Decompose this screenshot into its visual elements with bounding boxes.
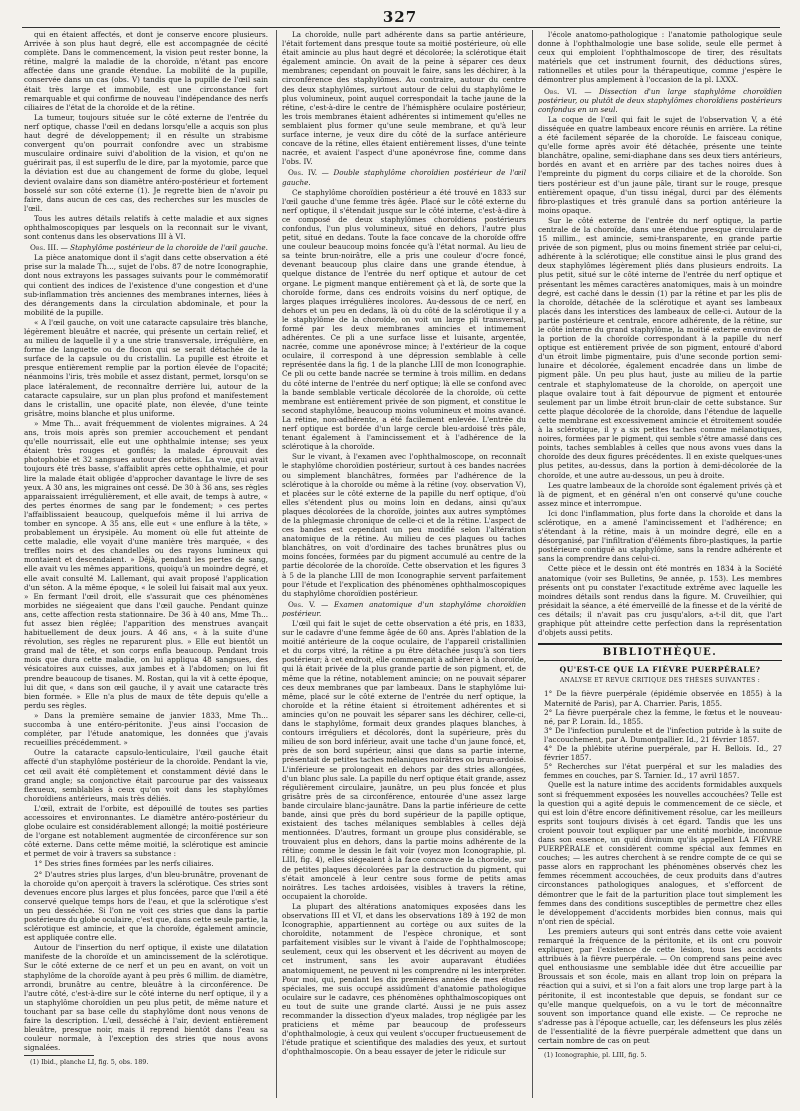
section-heading-bibliotheque: BIBLIOTHÈQUE. [538, 643, 782, 661]
paragraph: Sur le vivant, à l'examen avec l'ophthalmoscope, on reconnaît le staphylôme choroïdien postérieur, surtout à ces bandes nacrées ou simplement blanchâtres, formées par l'adhérence de la sclérotique à la choroïde ou même à la rétine (voy. observation V), et placées sur le côté externe de la papille du nerf optique, d'où elles s'étendent plus ou moins loin en dedans, ainsi qu'aux plaques décolorées de la choroïde, jointes aux autres symptômes de la phlegmasie chronique de celle-ci et de la rétine. L'aspect de ces bandes est cependant un peu modifié selon l'altération anatomique de la rétine. Au milieu de ces plaques ou taches blanchâtres, on voit d'ordinaire des taches brunâtres plus ou moins foncées, formées par du pigment accumulé au centre de la partie décolorée de la choroïde. Cette observation et les figures 3 à 5 de la planche LIII de mon Iconographie servent parfaitement pour l'étude et l'explication des phénomènes ophthalmoscopiques du staphylôme choroïdien postérieur. [282, 452, 526, 598]
paragraph: La pièce anatomique dont il s'agit dans cette observation a été prise sur la malade Th..., sujet de l'obs. 87 de notre Iconographie, dont nous extrayons les passages suivants pour le commémoratif qui contient des indices de l'existence d'une congestion et d'une sub-inflammation très anciennes des membranes internes, liées à des dérangements dans la circulation abdominale, et pour la mobilité de la pupille. [24, 253, 268, 317]
paragraph: « A l'œil gauche, on voit une cataracte capsulaire très blanche, légèrement bleuâtre et nacrée, qui présente un certain relief, et au milieu de laquelle il y a une strie transversale, irrégulière, en forme de languette ou de flocon qui se serait détachée de la surface de la capsule ou du cristallin. La pupille est étroite et presque entièrement remplie par la portion élevée de l'opacité; néanmoins l'iris, très mobile et assez distant, permet, lorsqu'on se place latéralement, de reconnaître derrière lui, autour de la cataracte capsulaire, sur un plan plus profond et manifestement dans le cristallin, une opacité plate, non élevée, d'une teinte grisâtre, moins blanche et plus uniforme. [24, 317, 268, 418]
bibliography-entry: 1° De la fièvre puerpérale (épidémie observée en 1855) à la Maternité de Paris), par A. Charrier. Paris, 1855. [544, 689, 782, 708]
paragraph: 2° D'autres stries plus larges, d'un bleu-brunâtre, provenant de la choroïde qu'on aperçoit à travers la sclérotique. Ces stries sont devenues encore plus larges et plus foncées, parce que l'œil a été conservé quelque temps hors de l'eau, et que la sclérotique s'est un peu desséchée. Si l'on ne voit ces stries que dans la partie postérieure du globe oculaire, c'est que, dans cette seule partie, la sclérotique est amincie, et que la choroïde, également amincie, est appliquée contre elle. [24, 869, 268, 943]
observation-label: Obs. V. [288, 599, 316, 609]
footnote: (1) Ibid., planche LI, fig. 5, obs. 189. [30, 1058, 149, 1067]
observation-heading: Obs. V. — Examen anatomique d'un staphylôme choroïdien postérieur. [282, 599, 526, 618]
paragraph: » Mme Th... avait fréquemment de violentes migraines. A 24 ans, trois mois après son premier accouchement et pendant qu'elle nourrissait, elle eut une ophthalmie intense; ses yeux étaient très rouges et gonflés; la malade éprouvait des photophobie et 32 sangsues autour des orbites. La vue, qui avait toujours été très basse, s'affaiblit après cette ophthalmie, et pour lire la malade était obligée d'approcher davantage le livre de ses yeux. A 30 ans, les migraines ont cessé. De 30 à 36 ans, ses règles apparaissaient irrégulièrement, et elle avait, de temps à autre, « des pertes énormes de sang par le fondement; » ces pertes l'affaiblissaient beaucoup, quelquefois même il lui arriva de tomber en syncope. A 35 ans, elle eut « une enflure à la tête, » probablement un érysipèle. Au moment où elle fut atteinte de cette maladie, elle voyait d'une manière très marquée, « des treffles noirs et des chandelles ou des rayons lumineux qui montaient et descendaient. » Déjà, pendant les pertes de sang, elle avait vu les mêmes apparitions, quoiqu'à un moindre degré, et elle avait consulté M. Lallemant, qui avait proposé l'application d'un séton. A la même époque, « le soleil lui faisait mal aux yeux. » En fermant l'œil droit, elle s'assurait que ces phénomènes morbides ne siégeaient que dans l'œil gauche. Pendant quinze ans, cette affection resta stationnaire. De 36 à 40 ans, Mme Th... fut assez bien réglée; l'apparition des menstrues avançait habituellement de deux jours. A 46 ans, « à la suite d'une révolution, ses règles ne reparurent plus. » Elle eut bientôt un grand mal de tête, et son corps enfla beaucoup. Pendant trois mois que dura cette maladie, on lui appliqua 48 sangsues, des vésicatoires aux cuisses, aux jambes et à l'abdomen; on lui fit prendre beaucoup de tisanes. M. Rostan, qui la vit à cette époque, lui dit que, « dans son œil gauche, il y avait une cataracte très bien formée. » Elle n'a plus de maux de tête depuis qu'elle a perdu ses règles. [24, 418, 268, 710]
page-number: 327 [382, 8, 418, 26]
paragraph: Ce staphylôme choroïdien postérieur a été trouvé en 1833 sur l'œil gauche d'une femme très âgée. Placé sur le côté externe du nerf optique, il s'étendait jusque sur le côté interne, c'est-à-dire à ce composé de deux staphylômes choroïdiens postérieurs confondus, l'un plus volumineux, situé en dehors, l'autre plus petit, situé en dedans. Toute la face concave de la choroïde offre une couleur beaucoup moins foncée qu'à l'état normal. Au lieu de sa teinte brun-noirâtre, elle a pris une couleur d'ocre foncé, devenant beaucoup plus claire dans une grande étendue, à quelque distance de l'entrée du nerf optique et autour de cet organe. Le pigment manque entièrement çà et là, de sorte que la choroïde forme, dans ces endroits voisins du nerf optique, de larges plaques irrégulières incolores. Au-dessous de ce nerf, en dehors et un peu en dedans, là où du côté de la sclérotique il y a le staphylôme de la choroïde, on voit un large pli transversal, formé par les deux membranes amincies et intimement adhérentes. Ce pli a une surface lisse et luisante, argentée, nacrée, comme une aponévrose mince; à l'extérieur de la coque oculaire, il correspond à une dépression semblable à celle représentée dans la fig. 1 de la planche LIII de mon Iconographie. Ce pli ou cette bande nacrée se termine à trois millim. en dedans du côté interne de l'entrée du nerf optique; là elle se confond avec la bande semblable verticale décolorée de la choroïde, où cette membrane est entièrement privée de son pigment, et constitue le second staphylôme, beaucoup moins volumineux et moins avancé. La rétine, non-adhérente, a été facilement enlevée. L'entrée du nerf optique est bordée d'un large cercle bleu-ardoisé très pâle, tenant également à l'amincissement et à l'adhérence de la sclérotique à la choroïde. [282, 187, 526, 452]
column-right [538, 30, 782, 1096]
observation-label: Obs. VI. [544, 86, 578, 96]
footnote-rule [24, 1055, 94, 1056]
bibliography-entry: 4° De la phlébite utérine puerpérale, par H. Bellois. Id., 27 février 1857. [544, 744, 782, 763]
paragraph: Ici donc l'inflammation, plus forte dans la choroïde et dans la sclérotique, en a amené l'amincissement et l'adhérence; en s'étendant à la rétine, mais à un moindre degré, elle en a désorganisé, par l'infiltration d'éléments fibro-plastiques, la partie postérieure contiguë au staphylôme, sans la rendre adhérente et sans la comprendre dans celui-ci. [538, 508, 782, 564]
column-divider [276, 30, 277, 1098]
paragraph: » Dans la première semaine de janvier 1833, Mme Th... succomba à une entéro-péritonite. J'eus ainsi l'occasion de compléter, par l'étude anatomique, les données que j'avais recueillies précédemment. » [24, 710, 268, 748]
observation-label: Obs. IV. [288, 168, 317, 178]
paragraph: qui en étaient affectés, et dont je conserve encore plusieurs. Arrivée à son plus haut degré, elle est accompagnée de cécité complète. Dans le commencement, la vision peut rester bonne, la rétine, malgré la maladie de la choroïde, n'étant pas encore affectée dans une grande étendue. La mobilité de la pupille, conservée dans un cas (obs. V) tandis que la pupille de l'œil sain était très large et immobile, est une circonstance fort remarquable et qui confirme de nouveau l'indépendance des nerfs ciliaires de l'état de la choroïde et de la rétine. [24, 30, 268, 112]
column-middle [282, 30, 526, 1096]
paragraph: L'œil qui fait le sujet de cette observation a été pris, en 1833, sur le cadavre d'une femme âgée de 60 ans. Après l'ablation de la moitié antérieure de la coque oculaire, de l'appareil cristallinien et du corps vitré, la rétine a pu être détachée jusqu'à son tiers postérieur; à cet endroit, elle commençait à adhérer à la choroïde, qui là était privée de la plus grande partie de son pigment, et, de même que la rétine, notablement amincie; on ne pouvait séparer ces deux membranes que par lambeaux. Dans le staphylôme lui-même, placé sur le côté externe de l'entrée du nerf optique, la choroïde et la rétine étaient si étroitement adhérentes et si amincies qu'on ne pouvait les séparer sans les déchirer, celle-ci, dans le staphylôme, formait deux grandes plaques blanches, à contours irréguliers et décolorés, dont la supérieure, près du milieu de son bord inférieur, avait une tache d'un jaune foncé, et, près de son bord supérieur, ainsi que dans sa partie interne, présentait de petites taches mélaniques noirâtres ou brun-ardoisé. L'inférieure se prolongeait en dehors par des stries allongées, d'un blanc plus sale. La papille du nerf optique était grande, assez régulièrement circulaire, jaunâtre, un peu plus foncée et plus grisâtre près de sa circonférence, entourée d'une assez large bande circulaire blanc-jaunâtre. Dans la partie inférieure de cette bande, ainsi que près du bord supérieur de la papille optique, existaient des taches mélaniques semblables à celles déjà mentionnées. D'autres, formant un groupe plus considérable, se trouvaient plus en dehors, dans la partie moins adhérente de la rétine; comme le dessin le fait voir (voyez mon Iconographie, pl. LIII, fig. 4), elles siégeaient à la face concave de la choroïde, sur de petites plaques décolorées par la destruction du pigment, qui s'était amoncelé à leur centre sous forme de petits amas noirâtres. Les taches ardoisées, visibles à travers la rétine, occupaient la choroïde. [282, 619, 526, 901]
paragraph: La choroïde, nulle part adhérente dans sa partie antérieure, l'était fortement dans presque toute sa moitié postérieure, où elle était amincie au plus haut degré et décolorée; la sclérotique était également amincie. On avait de la peine à séparer ces deux membranes; cependant on pouvait le faire, sans les déchirer, à la circonférence des staphylômes. Au contraire, autour du centre des deux staphylômes, surtout autour de celui du staphylôme le plus volumineux, point auquel correspondait la tache jaune de la rétine, c'est-à-dire le centre de l'hémisphère oculaire postérieur, les trois membranes étaient adhérentes si intimement qu'elles ne semblaient plus former qu'une seule membrane, et qu'à leur surface interne, je veux dire du côté de la surface antérieure concave de la rétine, elles étaient entièrement lisses, d'une teinte nacrée, et avaient l'aspect d'une aponévrose fine, comme dans l'obs. IV. [282, 30, 526, 167]
paragraph: L'œil, extrait de l'orbite, est dépouillé de toutes ses parties accessoires et environnantes. Le diamètre antéro-postérieur du globe oculaire est considérablement allongé; la moitié postérieure de l'organe est notablement augmentée de circonférence sur son côté externe. Dans cette même moitié, la sclérotique est amincie et permet de voir à travers sa substance : [24, 803, 268, 859]
observation-heading: Obs. III. — Staphylôme postérieur de la choroïde de l'œil gauche. [30, 243, 268, 253]
paragraph: Tous les autres détails relatifs à cette maladie et aux signes ophthalmoscopiques par lesquels on la reconnait sur le vivant, sont contenus dans les observations III à VI. [24, 213, 268, 242]
observation-heading: Obs. VI. — Dissection d'un large staphylôme choroïdien postérieur, ou plutôt de deux staphylômes choroïdiens postérieurs confondus en un seul. [538, 86, 782, 114]
paragraph: La coque de l'œil qui fait le sujet de l'observation V, a été disséquée en quatre lambeaux encore réunis en arrière. La rétine a été facilement séparée de la choroïde. Le faisceau conique, qu'elle forme après avoir été détachée, présente une teinte blanchâtre, opaline, semi-diaphane dans ses deux tiers antérieurs, bordés en avant et en arrière par des taches noires dues à l'empreinte du pigment du corps ciliaire et de la choroïde. Son tiers postérieur est d'un jaune pâle, tirant sur le rouge, presque entièrement opaque, d'un tissu inégal, durci par des éléments fibro-plastiques et très granulé dans sa portion antérieure la moins opaque. [538, 114, 782, 215]
observation-title: Double staphylôme choroïdien postérieur de l'œil gauche. [282, 168, 526, 187]
paragraph: Outre la cataracte capsulo-lenticulaire, l'œil gauche était affecté d'un staphylôme postérieur de la choroïde. Pendant la vie, cet œil avait été complètement et constamment dévié dans le grand angle; sa conjonctive était parcourue par des vaisseaux flexueux, semblables à ceux qu'on voit dans les staphylômes choroïdiens antérieurs, mais très déliés. [24, 748, 268, 803]
paragraph: Quelle est la nature intime des accidents formidables auxquels sont si fréquemment exposées les nouvelles accouchées? Telle est la question qui a agité depuis le commencement de ce siècle, et qui est loin d'être encore définitivement résolue, car les meilleurs esprits sont toujours divisés à cet égard. Tandis que les uns croient pouvoir tout expliquer par une entité morbide, inconnue dans son essence, un quid divinum qu'ils appellent LA FIÈVRE PUERPÉRALE et considèrent comme spécial aux femmes en couches; — les autres cherchent à se rendre compte de ce qui se passe alors en rapprochant les phénomènes observés chez les femmes récemment accouchées, de ceux produits dans d'autres circonstances pathologiques analogues, et s'efforcent de démontrer que le fait de la parturition place tout simplement les femmes dans des conditions susceptibles de permettre chez elles le développement d'accidents morbides bien connus, mais qui n'ont rien de spécial. [538, 780, 782, 926]
header-rule [22, 27, 780, 28]
paragraph: Sur le côté externe de l'entrée du nerf optique, la partie centrale de la choroïde, dans une étendue presque circulaire de 15 millim., est amincie, semi-transparente, en grande partie privée de son pigment, plus ou moins finement striée par celui-ci, adhérente à la sclérotique; elle constitue ainsi le plus grand des deux staphylômes légèrement pliés dans plusieurs endroits. La plus petit, situé sur le côté interne de l'entrée du nerf optique et présentant les mêmes caractères anatomiques, mais à un moindre degré, est caché dans le dessin (1) par la rétine et par les plis de la choroïde, détachée de la sclérotique et ayant ses lambeaux placés dans les interstices des lambeaux de celle-ci. Autour de la partie postérieure et centrale, encore adhérente, de la rétine, sur le côté interne du grand staphylôme, la moitié externe environ de la portion de la choroïde correspondant à la papille du nerf optique est entièrement privée de son pigment, entouré d'abord d'un étroit limbe pigmentaire, puis d'une seconde portion semi-lunaire et décolorée, également encadrée dans un limbe de pigment pâle. Un peu plus haut, juste au milieu de la partie centrale et staphylomateuse de la choroïde, on aperçoit une plaque ovalaire tout à fait dépourvue de pigment et entourée seulement par un limbe étroit brun-clair de cette substance. Sur cette plaque décolorée de la choroïde, dans l'étendue de laquelle cette membrane est excessivement amincie et étroitement soudée à la sclérotique, il y a six petites taches comme mélanotiques, noires, formées par le pigment, qui semble s'être amassé dans ces points, taches semblables à celles que nous avons vues dans la choroïde des deux figures précédentes. Il en existe quelques-unes plus petites, au-dessus, dans la portion à demi-décolorée de la choroïde, et une autre au-dessous, un peu à droite. [538, 215, 782, 480]
paragraph: La tumeur, toujours située sur le côté externe de l'entrée du nerf optique, chasse l'œil en dedans lorsqu'elle a acquis son plus haut degré de développement; il en résulte un strabisme convergent qu'on pourrait confondre avec un strabisme musculaire ordinaire suivi d'abolition de la vision, et qu'on ne guérirait pas, il est superflu de le dire, par la myotomie, parce que la déviation est due au changement de forme du globe, lequel devient ovalaire dans son diamètre antéro-postérieur et fortement bosselé sur son côté externe (1). Je regrette bien de n'avoir pu faire, dans aucun de ces cas, des recherches sur les muscles de l'œil. [24, 112, 268, 213]
footnote-rule [538, 1048, 608, 1049]
paragraph: La plupart des altérations anatomiques exposées dans les observations III et VI, et dans les observations 189 à 192 de mon Iconographie, appartiennent au cortège ou aux suites de la choroïdite, notamment de l'espèce chronique, et sont parfaitement visibles sur le vivant à l'aide de l'ophthalmoscope; seulement, ceux qui les observent et les décrivent au moyen de cet instrument, sans les avoir auparavant étudiées anatomiquement, ne peuvent ni les comprendre ni les interpréter. Pour moi, qui, pendant les dix premières années de mes études spéciales, me suis occupé assidûment d'anatomie pathologique oculaire sur le cadavre, ces phénomènes ophthalmoscopiques ont eu tout de suite une grande clarté. Aussi je ne puis assez recommander la dissection d'yeux malades, trop négligée par les praticiens et même par beaucoup de professeurs d'ophthalmologie, à ceux qui veulent s'occuper fructueusement de l'étude pratique et scientifique des maladies des yeux, et surtout d'ophthalmoscopie. On a beau essayer de jeter le ridicule sur [282, 901, 526, 1057]
column-divider [532, 30, 533, 1098]
paragraph: l'école anatomo-pathologique : l'anatomie pathologique seule donne à l'ophthalmologie une base solide, seule elle permet à ceux qui emploient l'ophthalmoscope de tirer, des résultats matériels que cet instrument fournit, des déductions sûres, rationnelles et utiles pour la thérapeutique, comme j'espère le démontrer plus amplement à l'occasion de la pl. LXXX. [538, 30, 782, 85]
bibliography-entry: 2° La fièvre puerpérale chez la femme, le fœtus et le nouveau-né, par P. Lorain. Id., 1855. [544, 707, 782, 726]
bibliography-entry: 3° De l'infection purulente et de l'infection putride à la suite de l'accouchement, par A. Dumontpallier. Id., 21 février 1857. [544, 725, 782, 744]
paragraph: Les premiers auteurs qui sont entrés dans cette voie avaient remarqué la fréquence de la péritonite, et ils ont cru pouvoir expliquer, par l'existence de cette lésion, tous les accidents attribués à la fièvre puerpérale. — On comprend sans peine avec quel enthousiasme une semblable idée dut être accueillie par Broussais et son école, mais en allant trop loin on prépara la réaction qui a suivi, et si l'on a fait alors une trop large part à la péritonite, il est incontestable que depuis, se fondant sur ce qu'elle manque quelquefois, on a vu le tort de méconnaître souvent son importance quand elle existe. — Ce reproche ne s'adresse pas à l'époque actuelle, car, les défenseurs les plus zélés de l'essentialité de la fièvre puerpérale admettent que dans un certain nombre de cas on peut [538, 926, 782, 1046]
paragraph: Autour de l'insertion du nerf optique, il existe une dilatation manifeste de la choroïde et un amincissement de la sclérotique. Sur le côté externe de ce nerf et un peu en avant, on voit un staphylôme de la choroïde ayant à peu près 6 millim. de diamètre, arrondi, brunâtre au centre, bleuâtre à la circonférence. De l'autre côté, c'est-à-dire sur le côté interne du nerf optique, il y a un staphylôme choroïdien un peu plus petit, de même nature et touchant par sa base celle du staphylôme dont nous venons de faire la description. L'œil, desséché à l'air, devient entièrement bleuâtre, presque noir, mais il reprend bientôt dans l'eau sa couleur normale, à l'exception des stries que nous avons signalées. [24, 943, 268, 1053]
review-subtitle: ANALYSE ET REVUE CRITIQUE DES THÈSES SUIVANTES : [559, 677, 761, 685]
observation-title: Staphylôme postérieur de la choroïde de l'œil gauche. [70, 243, 268, 253]
review-title: QU'EST-CE QUE LA FIÈVRE PUERPÉRALE? [559, 665, 761, 675]
observation-title: Dissection d'un large staphylôme choroïdien postérieur, ou plutôt de deux staphylômes choroïdiens postérieurs confondus en un seul. [538, 86, 782, 114]
column-left [24, 30, 268, 1096]
observation-label: Obs. III. [30, 243, 59, 253]
paragraph: 1° Des stries fines formées par les nerfs ciliaires. [34, 859, 214, 869]
observation-heading: Obs. IV. — Double staphylôme choroïdien postérieur de l'œil gauche. [282, 168, 526, 187]
bibliography-entry: 5° Recherches sur l'état puerpéral et sur les maladies des femmes en couches, par S. Tarnier. Id., 17 avril 1857. [544, 762, 782, 781]
paragraph: Cette pièce et le dessin ont été montrés en 1834 à la Société anatomique (voir ses Bulletins, 9e année, p. 153). Les membres présents ont pu constater l'exactitude extrême avec laquelle les moindres détails sont rendus dans la figure. M. Cruveilhier, qui présidait la séance, a été émerveillé de la finesse et de la vérité de ces détails; il n'avait pas cru jusqu'alors, a-t-il dit, que l'art graphique pût atteindre cette perfection dans la représentation d'objets aussi petits. [538, 564, 782, 638]
paragraph: Les quatre lambeaux de la choroïde sont également privés çà et là de pigment, et en général n'en ont conservé qu'une couche assez mince et interrompue. [538, 480, 782, 508]
observation-title: Examen anatomique d'un staphylôme choroïdien postérieur. [282, 599, 526, 618]
footnote: (1) Iconographie, pl. LIII, fig. 5. [544, 1051, 647, 1060]
